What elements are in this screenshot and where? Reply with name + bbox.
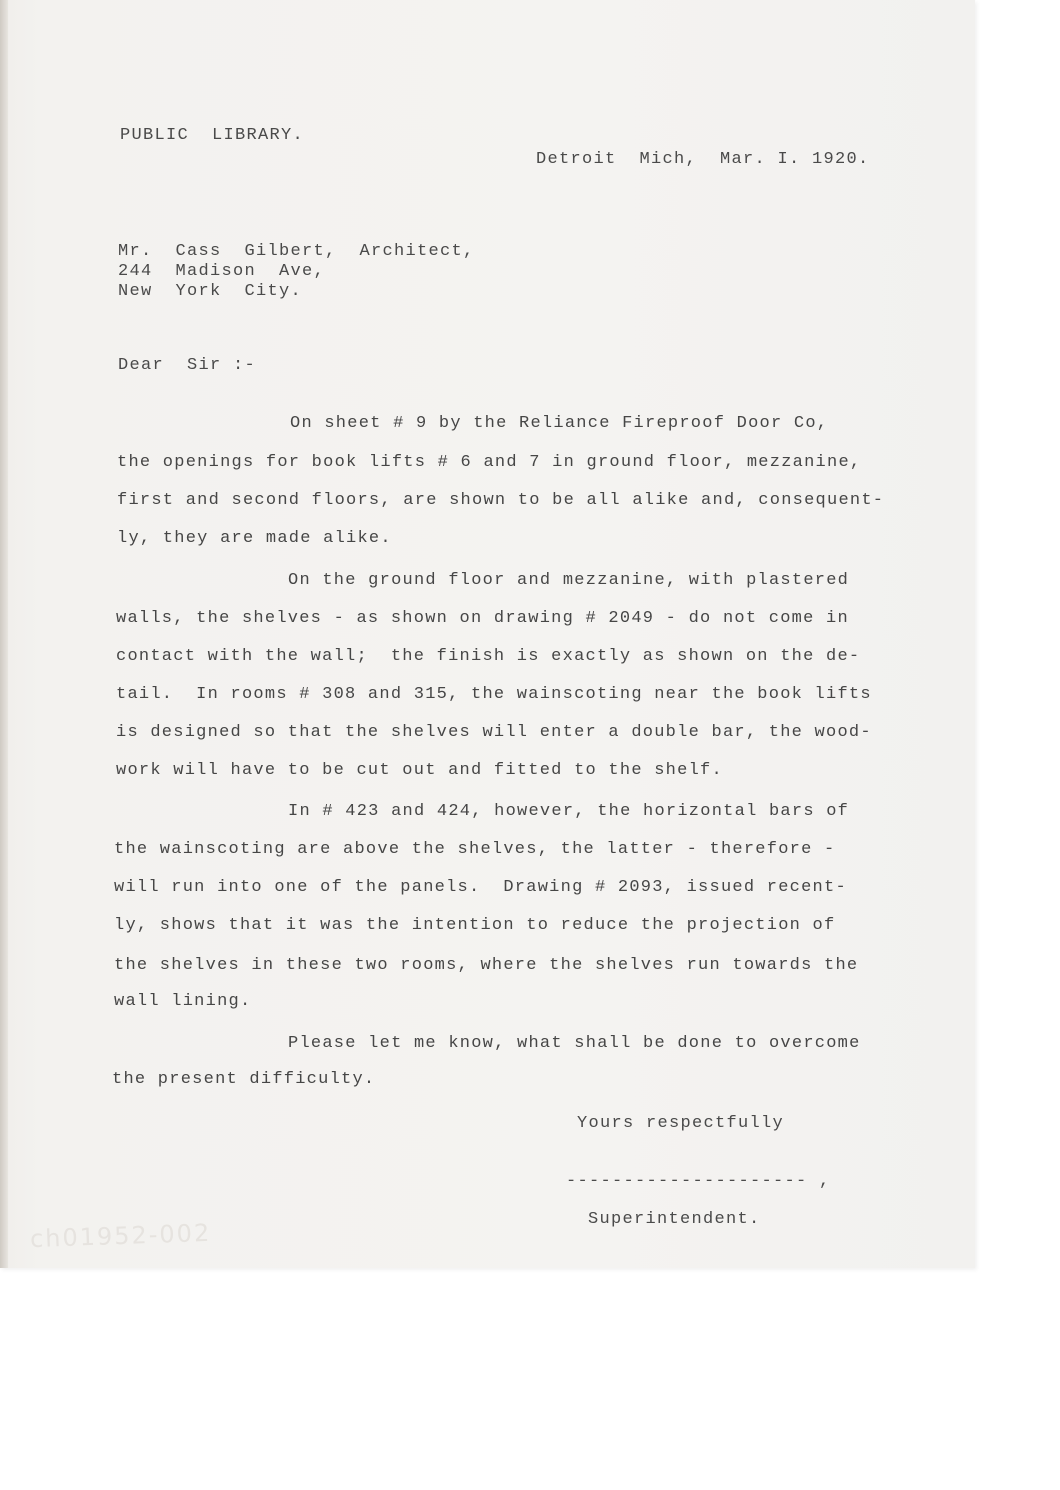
body-line: the openings for book lifts # 6 and 7 in ground floor, mezzanine, bbox=[117, 453, 862, 472]
body-line: tail. In rooms # 308 and 315, the wainscoting near the book lifts bbox=[116, 685, 872, 704]
signature-line: --------------------- , bbox=[566, 1172, 831, 1191]
body-line: is designed so that the shelves will enter a double bar, the wood- bbox=[116, 723, 872, 742]
body-line: the shelves in these two rooms, where the shelves run towards the bbox=[114, 956, 859, 975]
address-line: 244 Madison Ave, bbox=[118, 262, 326, 281]
body-line: On sheet # 9 by the Reliance Fireproof Door Co, bbox=[290, 414, 829, 433]
body-line: contact with the wall; the finish is exactly as shown on the de- bbox=[116, 647, 861, 666]
body-line: walls, the shelves - as shown on drawing # 2049 - do not come in bbox=[116, 609, 849, 628]
body-line: first and second floors, are shown to be all alike and, consequent- bbox=[117, 491, 885, 510]
address-line: New York City. bbox=[118, 282, 303, 301]
address-line: Mr. Cass Gilbert, Architect, bbox=[118, 242, 475, 261]
body-line: wall lining. bbox=[114, 992, 252, 1011]
body-line: work will have to be cut out and fitted to the shelf. bbox=[116, 761, 723, 780]
body-line: will run into one of the panels. Drawing # 2093, issued recent- bbox=[114, 878, 847, 897]
body-line: the wainscoting are above the shelves, the latter - therefore - bbox=[114, 840, 836, 859]
body-line: Please let me know, what shall be done to overcome bbox=[288, 1034, 861, 1053]
salutation: Dear Sir :- bbox=[118, 356, 257, 375]
body-line: the present difficulty. bbox=[112, 1070, 376, 1089]
body-line: ly, shows that it was the intention to reduce the projection of bbox=[114, 916, 836, 935]
body-line: ly, they are made alike. bbox=[117, 529, 392, 548]
letterhead: PUBLIC LIBRARY. bbox=[120, 126, 305, 145]
closing: Yours respectfully bbox=[577, 1114, 785, 1133]
signer-title: Superintendent. bbox=[588, 1210, 761, 1229]
body-line: On the ground floor and mezzanine, with plastered bbox=[288, 571, 850, 590]
body-line: In # 423 and 424, however, the horizontal bars of bbox=[288, 802, 850, 821]
paper-edge bbox=[0, 0, 8, 1268]
faded-stamp: ch01952-002 bbox=[29, 1218, 212, 1254]
dateline: Detroit Mich, Mar. I. 1920. bbox=[536, 150, 870, 169]
